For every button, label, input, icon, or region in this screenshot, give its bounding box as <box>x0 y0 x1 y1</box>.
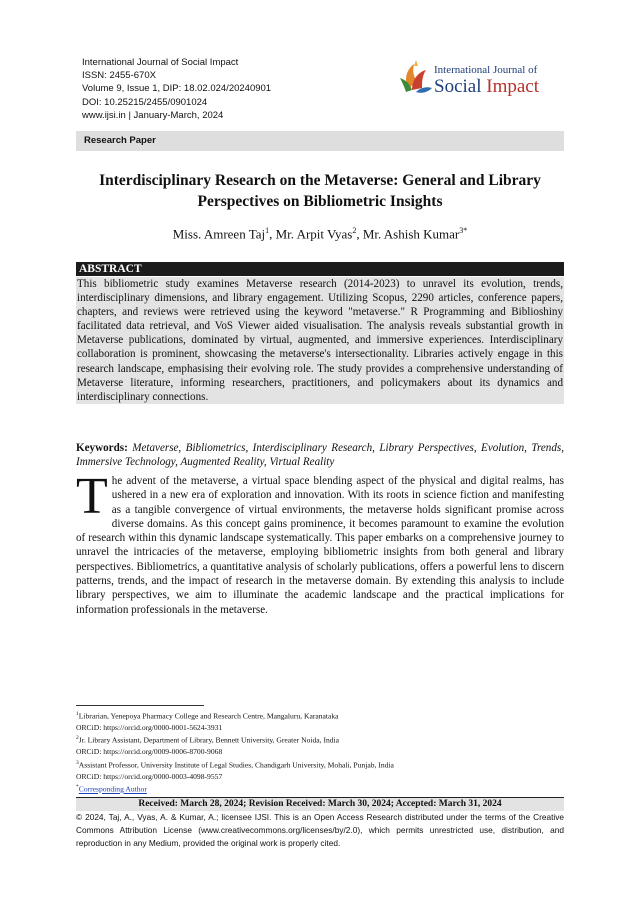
abstract-heading: ABSTRACT <box>79 263 142 275</box>
corresponding-author: *Corresponding Author <box>76 784 147 794</box>
footnote-divider <box>76 705 204 706</box>
submission-dates: Received: March 28, 2024; Revision Received: March 30, 2024; Accepted: March 31, 2024 <box>138 799 502 809</box>
abstract-text: This bibliometric study examines Metaverse research (2014-2023) to unravel its evolution, trends, interdisciplinary dimensions, and library engagement. Utilizing Scopus, 2290 articles, conference papers, chapters, and reviews were retrieved using the keyword "metaverse." R Programming and Biblioshiny facilitated data retrieval, and VoS Viewer aided visualisation. The analysis reveals substantial growth in Metaverse publications, dominated by virtual, augmented, and immersive experiences. Interdisciplinary collaboration is prominent, showcasing the metaverse's intersectionality. Libraries actively engage in this research landscape, emphasising their evolving role. The study provides a comprehensive understanding of Metaverse literature, informing researchers, practitioners, and policymakers about its dynamics and interdisciplinary connections. <box>77 278 563 403</box>
author-name: Miss. Amreen Taj <box>172 226 266 242</box>
footnote-orcid: ORCiD: https://orcid.org/0000-0003-4098-9557 <box>76 771 223 781</box>
footnote-orcid: ORCiD: https://orcid.org/0000-0001-5624-3931 <box>76 722 223 732</box>
corresponding-author-link[interactable]: Corresponding Author <box>78 784 147 794</box>
author-mark: 1 <box>265 226 270 235</box>
author-mark: 2 <box>352 226 357 235</box>
logo-text-line2: Social Impact <box>434 76 540 97</box>
keywords-label: Keywords: <box>76 442 128 454</box>
footnotes <box>76 709 564 795</box>
journal-meta <box>82 56 271 122</box>
keywords-text: Metaverse, Bibliometrics, Interdisciplinary Research, Library Perspectives, Evolution, Trends, Immersive Technology, Augmented Reality, Virtual Reality <box>76 442 564 469</box>
author-name: Mr. Ashish Kumar <box>362 226 460 242</box>
author-mark: 3* <box>459 226 468 235</box>
leaf-flame-icon <box>398 58 434 98</box>
journal-name: International Journal of Social Impact <box>82 57 239 68</box>
footnote-orcid: ORCiD: https://orcid.org/0009-0006-8700-9068 <box>76 747 223 757</box>
keywords <box>76 441 564 469</box>
intro-text: he advent of the metaverse, a virtual space blending aspect of the physical and digital realms, has ushered in a new era of exploration and innovation. With its roots in science fiction and manifesting as a tangible convergence of virtual environments, the metaverse holds significant promise across diverse domains. As this concept gains prominence, it becomes paramount to examine the evolution of research within this dynamic landscape systematically. This paper embarks on a comprehensive journey to unravel the intricacies of the metaverse, employing bibliometric insights from both general and library perspectives. Bibliometrics, a quantitative analysis of scholarly publications, offers a powerful lens to discern patterns, trends, and the impact of research in the metaverse domain. By extending this analysis to include library perspectives, we aim to illuminate the academic landscape and the practical implications for information professionals in the metaverse. <box>76 475 564 616</box>
author-list: Miss. Amreen Taj$^1$, Mr. Arpit Vyas$^2$, Mr. Ashish Kumar$^{3*}$ <box>172 226 468 242</box>
paper-type-label: Research Paper <box>84 135 156 146</box>
website-period: www.ijsi.in | January-March, 2024 <box>82 109 224 121</box>
abstract-heading-bar <box>76 262 564 276</box>
footnote-affiliation: $^3$Assistant Professor, University Institute of Legal Studies, Chandigarh University, Mohali, Punjab, India <box>76 759 394 770</box>
dates-bar <box>76 797 564 811</box>
paper-title: Interdisciplinary Research on the Metaverse: General and Library Perspectives on Bibliometric Insights <box>99 172 541 210</box>
doi: DOI: 10.25215/2455/0901024 <box>82 96 208 108</box>
footnote-affiliation: $^2$Jr. Library Assistant, Department of Library, Bennett University, Greater Noida, India <box>76 735 340 745</box>
author-name: Mr. Arpit Vyas <box>275 226 353 242</box>
logo-text-line1: International Journal of <box>434 64 538 76</box>
license-text: © 2024, Taj, A., Vyas, A. & Kumar, A.; licensee IJSI. This is an Open Access Research distributed under the terms of the Creative Commons Attribution License (www.creativecommons.org/licenses/by/2.0), which permits unrestricted use, distribution, and reproduction in any Medium, provided the original work is properly cited. <box>76 812 564 848</box>
volume-issue: Volume 9, Issue 1, DIP: 18.02.024/20240901 <box>82 83 272 95</box>
footnote-affiliation: $^1$Librarian, Yenepoya Pharmacy College and Research Centre, Mangaluru, Karanataka <box>76 711 339 721</box>
journal-logo <box>398 58 568 102</box>
paper-type-bar <box>76 131 564 151</box>
intro-paragraph <box>76 468 564 617</box>
issn: ISSN: 2455-670X <box>82 70 156 82</box>
drop-cap: T <box>76 468 108 525</box>
